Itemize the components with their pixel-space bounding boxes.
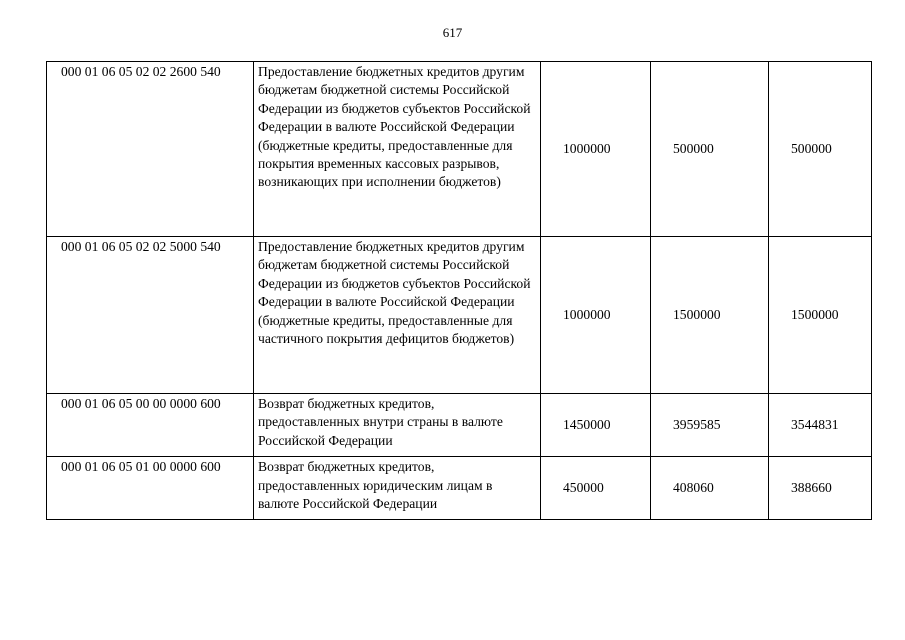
value-cell-3: 3544831 — [769, 394, 872, 457]
table-row — [47, 457, 872, 520]
value-cell-2: 1500000 — [651, 237, 769, 394]
value-cell-3: 388660 — [769, 457, 872, 520]
budget-code-cell: 000 01 06 05 02 02 2600 540 — [47, 62, 254, 237]
budget-code-cell: 000 01 06 05 02 02 5000 540 — [47, 237, 254, 394]
description-cell: Предоставление бюджетных кредитов другим бюджетам бюджетной системы Российской Федерации из бюджетов субъектов Российской Федерации в валюте Российской Федерации (бюджетные кредиты, предоставленные для частичного покрытия дефицитов бюджетов) — [254, 237, 541, 394]
table-row — [47, 62, 872, 237]
page-number: 617 — [442, 25, 463, 40]
description-cell: Предоставление бюджетных кредитов другим бюджетам бюджетной системы Российской Федерации из бюджетов субъектов Российской Федерации в валюте Российской Федерации (бюджетные кредиты, предоставленные для покрытия временных кассовых разрывов, возникающих при исполнении бюджетов) — [254, 62, 541, 237]
value-cell-1: 1000000 — [541, 62, 651, 237]
description-cell: Возврат бюджетных кредитов, предоставленных внутри страны в валюте Российской Федерации — [254, 394, 541, 457]
budget-code-cell: 000 01 06 05 01 00 0000 600 — [47, 457, 254, 520]
budget-code-cell: 000 01 06 05 00 00 0000 600 — [47, 394, 254, 457]
description-cell: Возврат бюджетных кредитов, предоставленных юридическим лицам в валюте Российской Федерации — [254, 457, 541, 520]
value-cell-2: 3959585 — [651, 394, 769, 457]
value-cell-1: 450000 — [541, 457, 651, 520]
value-cell-1: 1000000 — [541, 237, 651, 394]
value-cell-3: 1500000 — [769, 237, 872, 394]
value-cell-3: 500000 — [769, 62, 872, 237]
budget-table — [46, 61, 872, 520]
table-row — [47, 394, 872, 457]
value-cell-2: 408060 — [651, 457, 769, 520]
table-row — [47, 237, 872, 394]
value-cell-1: 1450000 — [541, 394, 651, 457]
value-cell-2: 500000 — [651, 62, 769, 237]
